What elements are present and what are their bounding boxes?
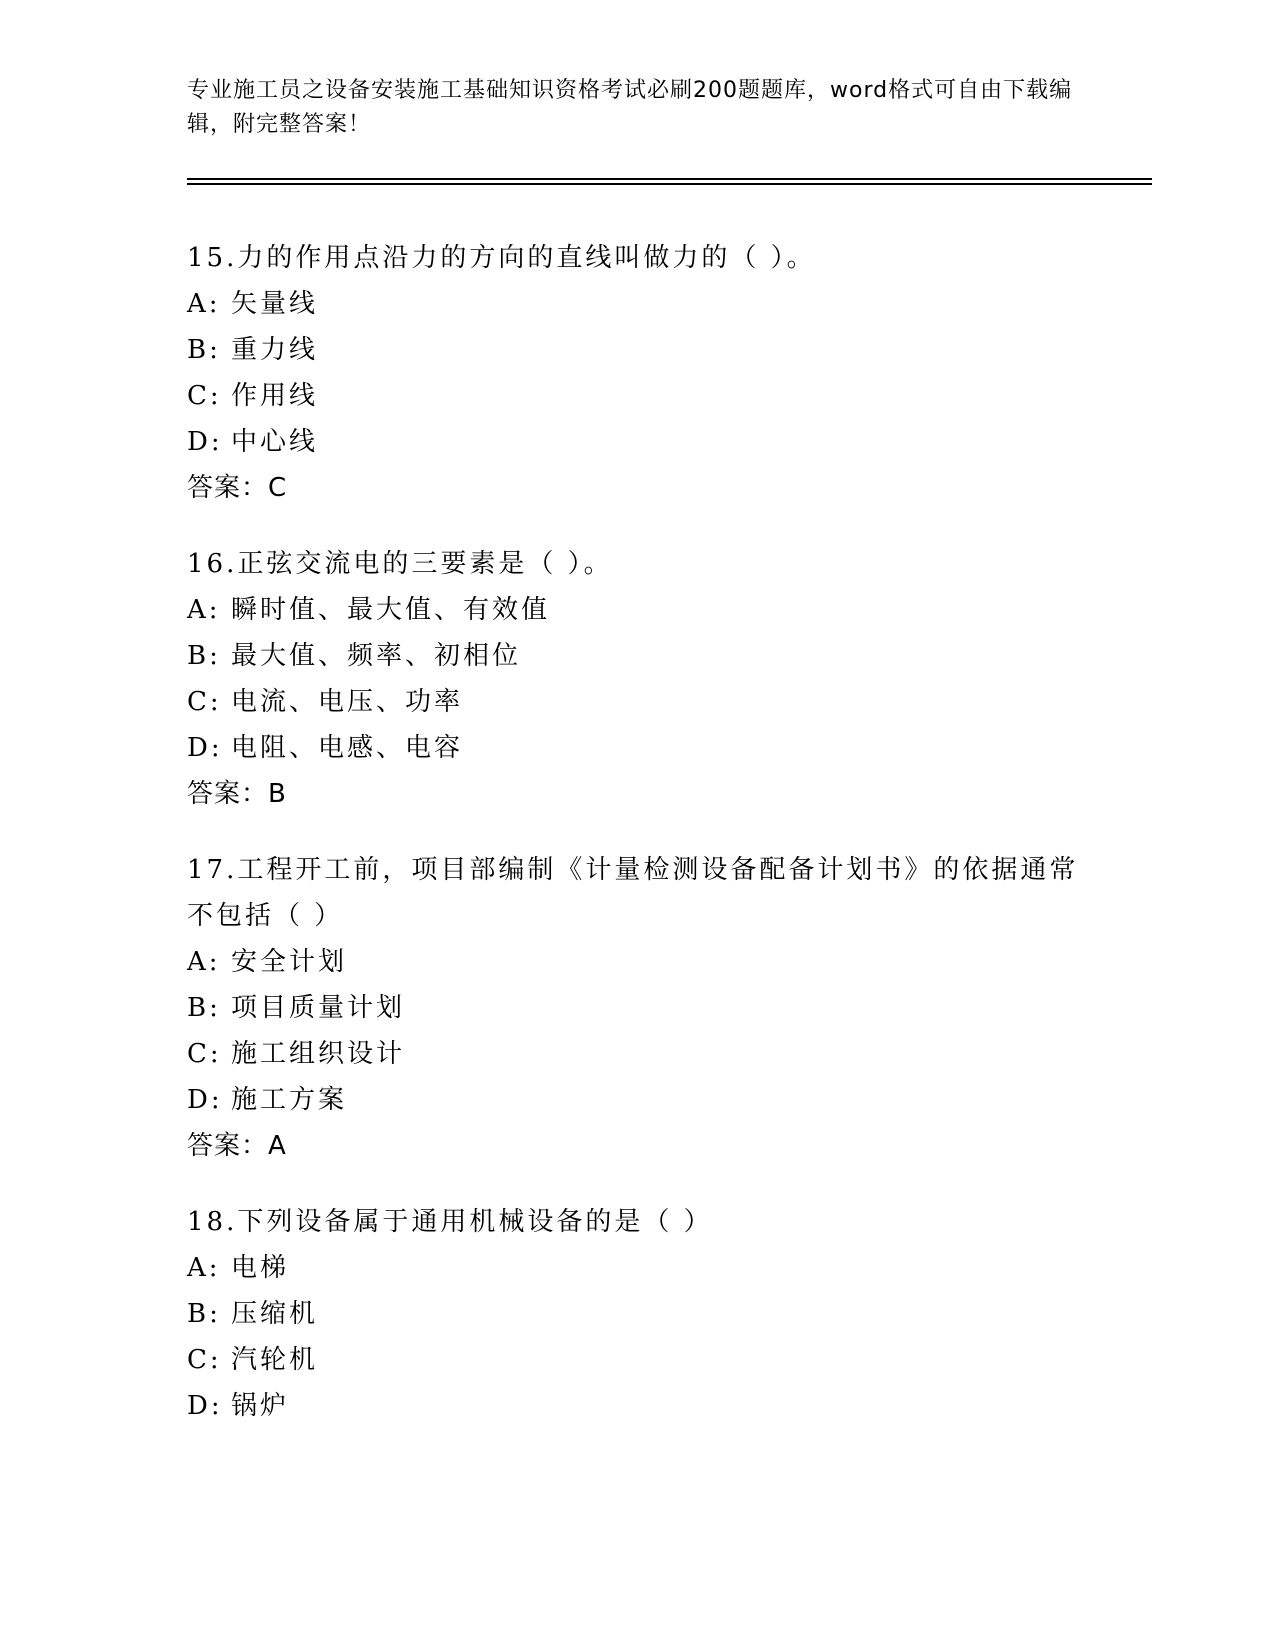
option-d (187, 1077, 1087, 1123)
option-text: 安全计划 (231, 947, 348, 977)
option-text: 作用线 (231, 381, 319, 411)
option-label: B: (187, 335, 221, 365)
option-text: 汽轮机 (231, 1345, 319, 1375)
question-stem: 16.正弦交流电的三要素是（ ）。 (187, 549, 613, 579)
question-18 (187, 1199, 1087, 1429)
question-16 (187, 541, 1087, 817)
document-header: 专业施工员之设备安装施工基础知识资格考试必刷200题题库，word格式可自由下载编辑，附完整答案！ (187, 78, 1073, 137)
option-label: C: (187, 1039, 222, 1069)
question-stem: 15.力的作用点沿力的方向的直线叫做力的（ ）。 (187, 243, 816, 273)
answer-text: 答案：B (187, 779, 287, 809)
option-text: 电梯 (231, 1253, 290, 1283)
option-label: A: (187, 289, 221, 319)
option-label: C: (187, 381, 222, 411)
question-stem: 17.工程开工前，项目部编制《计量检测设备配备计划书》的依据通常不包括（ ） (187, 855, 1079, 931)
option-b (187, 633, 1087, 679)
answer-text: 答案：C (187, 473, 288, 503)
option-label: C: (187, 1345, 222, 1375)
option-label: A: (187, 1253, 221, 1283)
option-c (187, 679, 1087, 725)
option-label: D: (187, 733, 223, 763)
option-label: D: (187, 1391, 223, 1421)
option-c (187, 1031, 1087, 1077)
header-rule-bottom (187, 183, 1152, 185)
question-15 (187, 235, 1087, 511)
option-text: 电流、电压、功率 (231, 687, 464, 717)
option-text: 锅炉 (231, 1391, 290, 1421)
option-text: 电阻、电感、电容 (231, 733, 464, 763)
answer-text: 答案：A (187, 1131, 287, 1161)
question-list (187, 235, 1087, 1459)
option-a (187, 587, 1087, 633)
option-label: B: (187, 993, 221, 1023)
option-c (187, 1337, 1087, 1383)
option-b (187, 985, 1087, 1031)
option-text: 中心线 (231, 427, 319, 457)
question-17 (187, 847, 1087, 1169)
option-label: A: (187, 947, 221, 977)
option-b (187, 1291, 1087, 1337)
option-label: D: (187, 1085, 223, 1115)
option-text: 施工组织设计 (231, 1039, 406, 1069)
option-label: C: (187, 687, 222, 717)
option-a (187, 1245, 1087, 1291)
question-stem: 18.下列设备属于通用机械设备的是（ ） (187, 1207, 713, 1237)
option-label: B: (187, 1299, 221, 1329)
option-b (187, 327, 1087, 373)
option-label: B: (187, 641, 221, 671)
option-a (187, 281, 1087, 327)
option-d (187, 725, 1087, 771)
header-rule-top (187, 178, 1152, 180)
option-text: 项目质量计划 (231, 993, 406, 1023)
option-label: D: (187, 427, 223, 457)
option-text: 重力线 (231, 335, 319, 365)
option-d (187, 1383, 1087, 1429)
option-text: 最大值、频率、初相位 (231, 641, 522, 671)
option-d (187, 419, 1087, 465)
option-text: 压缩机 (231, 1299, 319, 1329)
option-a (187, 939, 1087, 985)
option-text: 瞬时值、最大值、有效值 (231, 595, 551, 625)
option-text: 矢量线 (231, 289, 319, 319)
option-text: 施工方案 (231, 1085, 348, 1115)
option-label: A: (187, 595, 221, 625)
option-c (187, 373, 1087, 419)
